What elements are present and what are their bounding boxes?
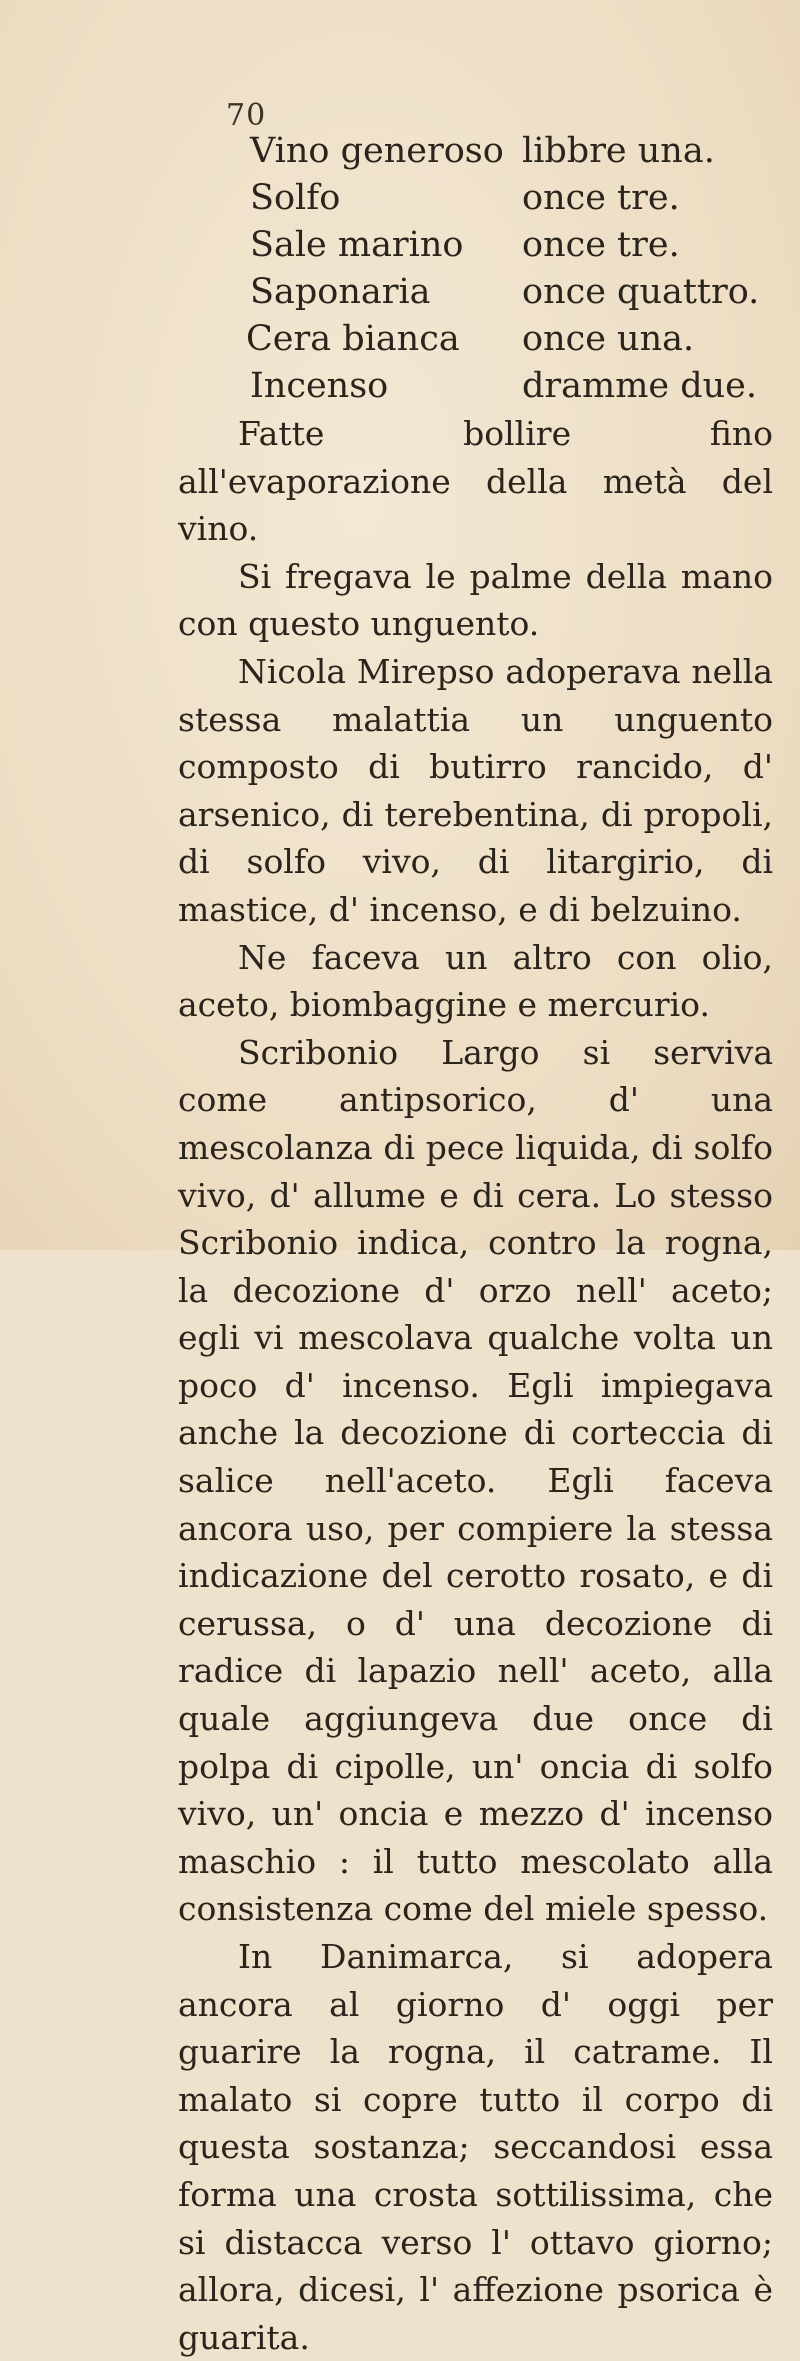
ingredient-name: Vino generoso [250, 131, 504, 171]
ingredient-name: Saponaria [250, 272, 431, 312]
recipe-row [0, 363, 800, 410]
ingredient-name: Incenso [250, 366, 389, 406]
ingredient-quantity: once tre. [522, 225, 680, 265]
ingredient-quantity: once quattro. [522, 272, 760, 312]
ingredient-name: Solfo [250, 178, 341, 218]
recipe-row [0, 128, 800, 175]
body-text [178, 410, 773, 2361]
recipe-row [0, 175, 800, 222]
paragraph: Nicola Mirepso adoperava nella stessa malattia un unguento composto di butirro rancido, d' arsenico, di terebentina, di propoli, di solfo vivo, di litargirio, di mastice, d' incenso, e di belzuino. [178, 651, 773, 929]
ingredient-name: Sale marino [250, 225, 464, 265]
ingredient-quantity: dramme due. [522, 366, 758, 406]
paragraph: Ne faceva un altro con olio, aceto, biombaggine e mercurio. [178, 937, 773, 1025]
paragraph: Scribonio Largo si serviva come antipsorico, d' una mescolanza di pece liquida, di solfo vivo, d' allume e di cera. Lo stesso Scribonio indica, contro la rogna, la decozione d' orzo nell' aceto; egli vi mescolava qualche volta un poco d' incenso. Egli impiegava anche la decozione di corteccia di salice nell'aceto. Egli faceva ancora uso, per compiere la stessa indicazione del cerotto rosato, e di cerussa, o d' una decozione di radice di lapazio nell' aceto, alla quale aggiungeva due once di polpa di cipolle, un' oncia di solfo vivo, un' oncia e mezzo d' incenso maschio : il tutto mescolato alla consistenza come del miele spesso. [178, 1032, 773, 1929]
recipe-row [0, 269, 800, 316]
paragraph: In Danimarca, si adopera ancora al giorno d' oggi per guarire la rogna, il catrame. Il malato si copre tutto il corpo di questa sostanza; seccandosi essa forma una crosta sottilissima, che si distacca verso l' ottavo giorno; allora, dicesi, l' affezione psorica è guarita. [178, 1937, 773, 2357]
recipe-row [0, 316, 800, 363]
ingredient-quantity: libbre una. [522, 131, 715, 171]
ingredient-quantity: once una. [522, 319, 695, 359]
ingredient-name: Cera bianca [246, 319, 460, 359]
recipe-list [0, 128, 800, 410]
page-number: 70 [226, 98, 267, 133]
recipe-row [0, 222, 800, 269]
ingredient-quantity: once tre. [522, 178, 680, 218]
paragraph: Fatte bollire fino all'evaporazione della metà del vino. [178, 414, 773, 549]
paragraph: Si fregava le palme della mano con questo unguento. [178, 556, 773, 644]
